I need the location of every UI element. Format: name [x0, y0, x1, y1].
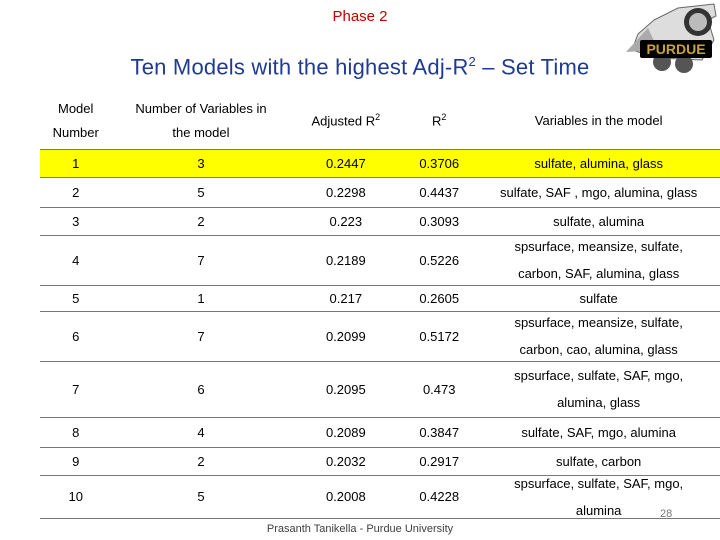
- table-row: [40, 207, 720, 235]
- nvars-cell: 5: [111, 177, 290, 207]
- variables-cell: [477, 361, 720, 417]
- adj-r2-cell: 0.223: [291, 207, 402, 235]
- header-r2: $R^2$: [401, 92, 477, 149]
- variables-cell: [477, 149, 720, 177]
- r2-cell: 0.3847: [401, 417, 477, 447]
- header-nvars: Number of Variables in the model: [111, 92, 290, 149]
- model-cell: 5: [40, 285, 111, 311]
- variables-cell: [477, 417, 720, 447]
- variables-line: sulfate: [579, 290, 618, 306]
- model-cell: 2: [40, 177, 111, 207]
- table-row: [40, 177, 720, 207]
- adj-r2-cell: 0.2089: [291, 417, 402, 447]
- title-tail: – Set Time: [475, 54, 590, 80]
- table-row: [40, 311, 720, 361]
- variables-line: alumina, glass: [557, 395, 641, 410]
- variables-cell: [477, 311, 720, 361]
- r2-cell: 0.3093: [401, 207, 477, 235]
- variables-cell: [477, 285, 720, 311]
- adj-r2-cell: 0.2189: [291, 235, 402, 285]
- nvars-cell: 7: [111, 235, 290, 285]
- title-superscript: 2: [468, 54, 476, 69]
- table-row: [40, 447, 720, 475]
- adj-r2-cell: 0.2099: [291, 311, 402, 361]
- r2-cell: 0.5226: [401, 235, 477, 285]
- r2-cell: 0.4437: [401, 177, 477, 207]
- variables-line: sulfate, alumina: [553, 213, 645, 229]
- model-cell: 3: [40, 207, 111, 235]
- model-cell: 1: [40, 149, 111, 177]
- variables-line: sulfate, carbon: [556, 453, 642, 469]
- slide-title: [0, 54, 720, 80]
- model-cell: 8: [40, 417, 111, 447]
- table-row: [40, 361, 720, 417]
- title-main: Ten Models with the highest Adj-R: [130, 54, 469, 80]
- logo-text: PURDUE: [646, 41, 706, 57]
- variables-line: sulfate, SAF , mgo, alumina, glass: [500, 184, 698, 200]
- variables-line: spsurface, sulfate, SAF, mgo,: [514, 368, 684, 383]
- adj-r2-cell: 0.2032: [291, 447, 402, 475]
- variables-cell: [477, 207, 720, 235]
- model-cell: 4: [40, 235, 111, 285]
- table-row: [40, 235, 720, 285]
- header-variables: Variables in the model: [477, 92, 720, 149]
- table-row: [40, 475, 720, 518]
- purdue-train-logo-icon: [618, 0, 720, 96]
- r2-cell: 0.4228: [401, 475, 477, 518]
- table-header-row: [40, 92, 720, 149]
- r2-cell: 0.5172: [401, 311, 477, 361]
- models-table: [40, 92, 720, 519]
- model-cell: 6: [40, 311, 111, 361]
- footer-author: Prasanth Tanikella - Purdue University: [266, 523, 454, 535]
- nvars-cell: 4: [111, 417, 290, 447]
- r2-cell: 0.2917: [401, 447, 477, 475]
- variables-line: sulfate, SAF, mgo, alumina: [521, 424, 676, 440]
- r2-cell: 0.2605: [401, 285, 477, 311]
- variables-line: carbon, SAF, alumina, glass: [518, 266, 680, 281]
- nvars-cell: 7: [111, 311, 290, 361]
- variables-line: spsurface, meansize, sulfate,: [514, 239, 683, 254]
- variables-cell: [477, 177, 720, 207]
- phase-label: Phase 2: [332, 8, 388, 25]
- variables-line: spsurface, sulfate, SAF, mgo,: [514, 475, 684, 491]
- table-row: [40, 149, 720, 177]
- r2-cell: 0.473: [401, 361, 477, 417]
- nvars-cell: 3: [111, 149, 290, 177]
- table-row: [40, 285, 720, 311]
- variables-line: alumina: [575, 502, 622, 518]
- r2-cell: 0.3706: [401, 149, 477, 177]
- model-cell: 10: [40, 475, 111, 518]
- purdue-logo: [618, 0, 720, 96]
- adj-r2-cell: 0.2447: [291, 149, 402, 177]
- variables-line: carbon, cao, alumina, glass: [519, 342, 678, 357]
- nvars-cell: 2: [111, 447, 290, 475]
- model-cell: 9: [40, 447, 111, 475]
- adj-r2-cell: 0.2008: [291, 475, 402, 518]
- adj-r2-cell: 0.2095: [291, 361, 402, 417]
- page-number: 28: [660, 508, 673, 520]
- header-model: Model Number: [40, 92, 111, 149]
- nvars-cell: 2: [111, 207, 290, 235]
- table-row: [40, 417, 720, 447]
- variables-cell: [477, 235, 720, 285]
- nvars-cell: 1: [111, 285, 290, 311]
- header-adj-r2: Adjusted $R^2$: [291, 92, 402, 149]
- nvars-cell: 6: [111, 361, 290, 417]
- nvars-cell: 5: [111, 475, 290, 518]
- adj-r2-cell: 0.2298: [291, 177, 402, 207]
- variables-line: spsurface, meansize, sulfate,: [514, 315, 683, 330]
- variables-cell: [477, 447, 720, 475]
- model-cell: 7: [40, 361, 111, 417]
- variables-line: sulfate, alumina, glass: [534, 155, 663, 171]
- adj-r2-cell: 0.217: [291, 285, 402, 311]
- variables-cell: [477, 475, 720, 518]
